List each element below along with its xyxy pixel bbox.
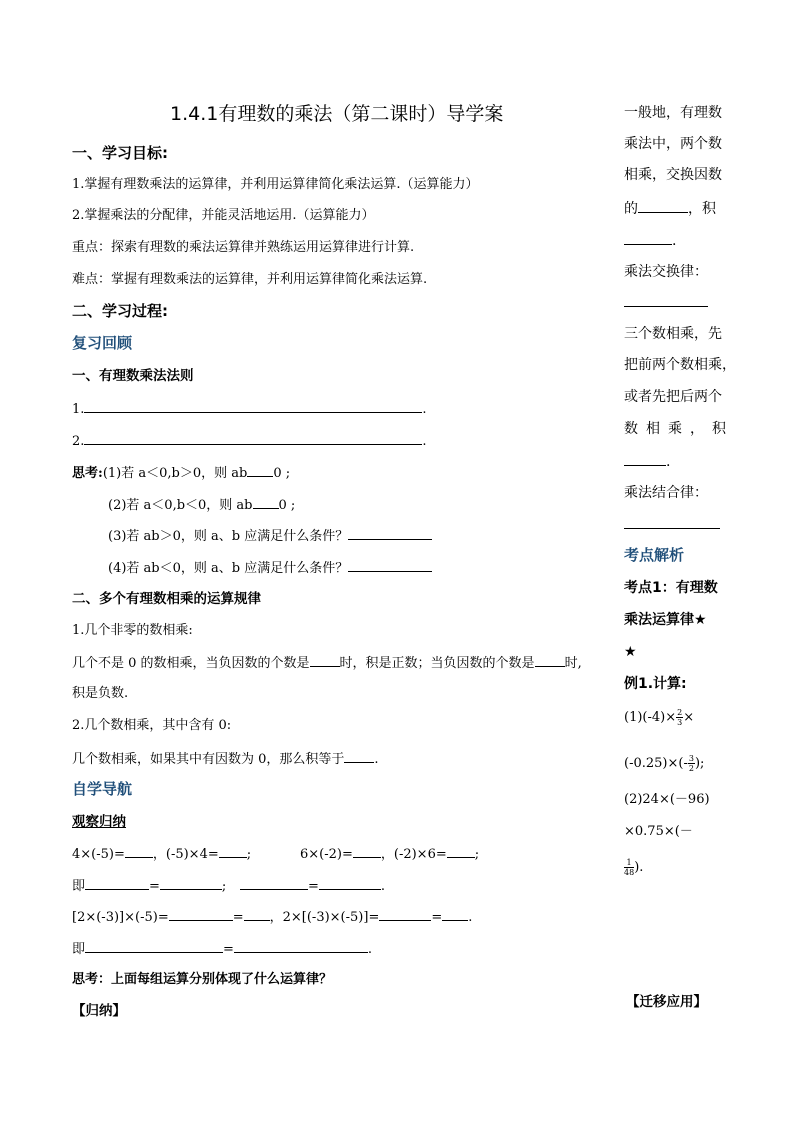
calc-line-1: (1)(-4)× $\frac{2}{3}$ × [624, 708, 695, 727]
fraction-3-2: $\frac{3}{2}$ [688, 754, 694, 773]
goal-2: 2.掌握乘法的分配律，并能灵活地运用.（运算能力） [72, 208, 375, 223]
blank-line[interactable] [84, 430, 422, 445]
side-line-6: 三个数相乘，先 [624, 326, 722, 342]
blank-line[interactable] [624, 292, 708, 307]
blank-line[interactable] [253, 494, 279, 509]
blank-line[interactable] [379, 906, 431, 921]
observe-row-4: 即 = . [72, 938, 372, 960]
observe-row-2: 即 = ; [72, 875, 226, 897]
point-1-title-cont: 乘法运算律★ [624, 612, 707, 628]
blank-line[interactable] [447, 843, 475, 858]
side-line-3: 相乘，交换因数 [624, 167, 722, 183]
think-1: 思考:(1)若 a＜0,b＞0，则 ab 0 ; [72, 462, 290, 484]
side-line-9: 数相乘，积 [624, 421, 734, 437]
blank-line[interactable] [244, 906, 270, 921]
blank-line[interactable] [310, 652, 340, 667]
review-heading: 复习回顾 [72, 334, 133, 352]
side-line-7: 把前两个数相乘， [624, 357, 736, 373]
think-label: 思考: [72, 466, 103, 481]
apply-heading: 【迁移应用】 [626, 994, 707, 1010]
observe-row-1: 4×(-5)= ，(-5)×4= ; [72, 843, 251, 865]
point-1-title: 考点1：有理数 [624, 580, 718, 596]
rule-2: 2. . [72, 430, 427, 452]
fraction-1-48: $\frac{1}{48}$ [624, 858, 635, 877]
section-heading-goals: 一、学习目标: [72, 144, 168, 162]
blank-line[interactable] [638, 198, 688, 213]
side-line-1: 一般地，有理数 [624, 105, 722, 121]
section-heading-process: 二、学习过程: [72, 302, 168, 320]
blank-line[interactable] [348, 525, 432, 540]
multi-1-text-cont: 积是负数. [72, 686, 129, 701]
side-line-10: . [624, 451, 670, 472]
observe-heading: 观察归纳 [72, 814, 126, 830]
commutative-label: 乘法交换律： [624, 264, 708, 280]
side-line-5: . [624, 230, 676, 251]
rule-heading: 一、有理数乘法法则 [72, 368, 194, 384]
self-study-heading: 自学导航 [72, 780, 133, 798]
observe-row-3: [2×(-3)]×(-5)= = ，2×[(-3)×(-5)]= = . [72, 906, 472, 928]
blank-line[interactable] [624, 514, 720, 529]
multi-2: 2.几个数相乘，其中含有 0: [72, 718, 232, 733]
blank-line[interactable] [169, 906, 233, 921]
calc-line-5: $\frac{1}{48}$ ). [624, 858, 644, 877]
calc-line-4: ×0.75×(－ [624, 824, 693, 839]
star-icon: ★ [624, 644, 637, 660]
calc-line-3: (2)24×(－96) [624, 792, 710, 807]
blank-line[interactable] [219, 843, 247, 858]
side-line-2: 乘法中，两个数 [624, 136, 722, 152]
key-point: 重点：探索有理数的乘法运算律并熟练运用运算律进行计算. [72, 240, 415, 255]
blank-line[interactable] [624, 230, 672, 245]
rule-1: 1. . [72, 398, 427, 420]
think-4: (4)若 ab＜0，则 a、b 应满足什么条件？ [108, 557, 432, 579]
associative-label: 乘法结合律： [624, 485, 708, 501]
example-1-label: 例1.计算: [624, 676, 687, 692]
blank-line[interactable] [348, 557, 432, 572]
blank-line[interactable] [84, 398, 422, 413]
difficulty-point: 难点：掌握有理数乘法的运算律，并利用运算律简化乘法运算. [72, 272, 428, 287]
multi-1-text: 几个不是 0 的数相乘，当负因数的个数是 时，积是正数；当负因数的个数是 时, [72, 652, 582, 674]
page-title: 1.4.1有理数的乘法（第二课时）导学案 [170, 103, 504, 125]
summary-heading: 【归纳】 [72, 1003, 126, 1019]
commutative-blank [624, 292, 708, 313]
blank-line[interactable] [240, 875, 308, 890]
observe-think: 思考：上面每组运算分别体现了什么运算律？ [72, 972, 333, 987]
observe-row-2b: = . [240, 875, 385, 897]
blank-line[interactable] [319, 875, 381, 890]
blank-line[interactable] [535, 652, 565, 667]
multi-1: 1.几个非零的数相乘: [72, 623, 193, 638]
blank-line[interactable] [125, 843, 153, 858]
blank-line[interactable] [624, 451, 666, 466]
blank-line[interactable] [344, 748, 374, 763]
calc-line-2: (-0.25)×(- $\frac{3}{2}$ ); [624, 754, 705, 773]
observe-row-1b: 6×(-2)= ，(-2)×6= ; [300, 843, 479, 865]
blank-line[interactable] [160, 875, 222, 890]
fraction-2-3: $\frac{2}{3}$ [677, 708, 683, 727]
analysis-heading: 考点解析 [624, 546, 685, 564]
multi-2-text: 几个数相乘，如果其中有因数为 0，那么积等于 . [72, 748, 379, 770]
associative-blank [624, 514, 720, 535]
blank-line[interactable] [247, 462, 273, 477]
blank-line[interactable] [234, 938, 368, 953]
multi-heading: 二、多个有理数相乘的运算规律 [72, 591, 261, 607]
think-3: (3)若 ab＞0，则 a、b 应满足什么条件？ [108, 525, 432, 547]
blank-line[interactable] [442, 906, 468, 921]
goal-1: 1.掌握有理数乘法的运算律，并利用运算律简化乘法运算.（运算能力） [72, 177, 479, 192]
think-2: (2)若 a＜0,b＜0，则 ab 0 ; [108, 494, 295, 516]
blank-line[interactable] [85, 938, 223, 953]
side-line-4: 的 ，积 [624, 198, 716, 219]
blank-line[interactable] [353, 843, 381, 858]
blank-line[interactable] [85, 875, 149, 890]
side-line-8: 或者先把后两个 [624, 389, 722, 405]
